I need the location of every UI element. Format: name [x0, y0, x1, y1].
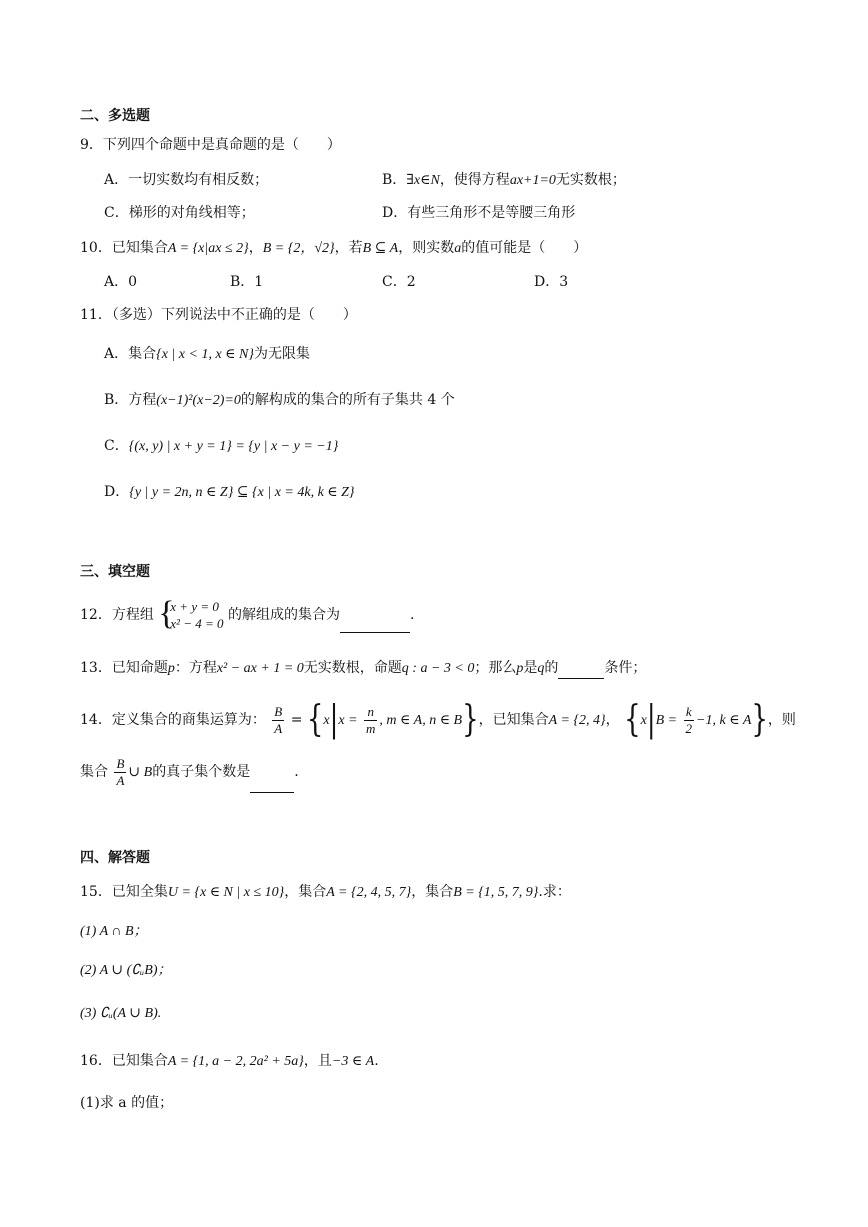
q15-part-3: (3) ∁ᵤ(A ∪ B).: [80, 1006, 162, 1021]
q14-answer-blank[interactable]: [250, 752, 294, 793]
q11-option-d: D．{y | y = 2n, n ∈ Z} ⊆ {x | x = 4k, k ∈ Z}: [104, 484, 355, 500]
q15-part-2: (2) A ∪ (∁ᵤB)；: [80, 963, 172, 978]
q9-stem: 9．下列四个命题中是真命题的是（ ）: [80, 137, 341, 153]
section-fill-blank-heading: 三、填空题: [80, 564, 150, 580]
q9-option-a: A．一切实数均有相反数；: [104, 172, 269, 188]
q11-stem: 11．（多选）下列说法中不正确的是（ ）: [80, 307, 357, 323]
q16-part-1: (1)求 a 的值；: [80, 1095, 174, 1111]
q15-stem: 15．已知全集U = {x ∈ N | x ≤ 10}，集合A = {2, 4, 5, 7}，集合B = {1, 5, 7, 9}.求：: [80, 884, 571, 900]
q14-line2: 集合 $\frac{B}{A}$ ∪ B的真子集个数是 .: [80, 752, 299, 793]
q14-stem: 14．定义集合的商集运算为： $\frac{B}{A}$ = {x|x = $\frac{n}{m}$ , m ∈ A, n ∈ B}，已知集合A = {2, 4}， {x|B = $\frac{k}{2}$ −1, k ∈ A}，则: [80, 699, 796, 741]
q10-option-c: C．2: [382, 274, 416, 290]
q11-option-c: C．{(x, y) | x + y = 1} = {y | x − y = −1}: [104, 438, 339, 454]
section-multi-choice-heading: 二、多选题: [80, 108, 150, 124]
section-solve-heading: 四、解答题: [80, 850, 150, 866]
q9-option-b: B．∃x∈N，使得方程ax+1=0无实数根；: [382, 172, 626, 188]
q16-stem: 16．已知集合A = {1, a − 2, 2a² + 5a}，且−3 ∈ A.: [80, 1053, 379, 1069]
q10-option-a: A．0: [104, 274, 138, 290]
q12-stem: 12．方程组 { x + y = 0 x² − 4 = 0 的解组成的集合为 .: [80, 595, 415, 632]
q10-option-b: B．1: [230, 274, 264, 290]
q13-stem: 13．已知命题p：方程x² − ax + 1 = 0无实数根，命题q : a − 3 < 0；那么p是q的 条件；: [80, 658, 646, 679]
q15-part-1: (1) A ∩ B；: [80, 924, 148, 939]
q11-option-a: A．集合{x | x < 1, x ∈ N}为无限集: [104, 346, 310, 362]
q11-option-b: B．方程(x−1)²(x−2)=0的解构成的集合的所有子集共 4 个: [104, 392, 455, 408]
q9-option-d: D．有些三角形不是等腰三角形: [382, 205, 576, 221]
q12-answer-blank[interactable]: [340, 596, 410, 633]
q10-stem: 10．已知集合A = {x|ax ≤ 2}，B = {2，√2}，若B ⊆ A，则实数a的值可能是（ ）: [80, 240, 588, 256]
q10-option-d: D．3: [534, 274, 569, 290]
q9-option-c: C．梯形的对角线相等；: [104, 205, 255, 221]
q13-answer-blank[interactable]: [558, 658, 604, 679]
q12-equation-system: { x + y = 0 x² − 4 = 0: [158, 595, 224, 632]
